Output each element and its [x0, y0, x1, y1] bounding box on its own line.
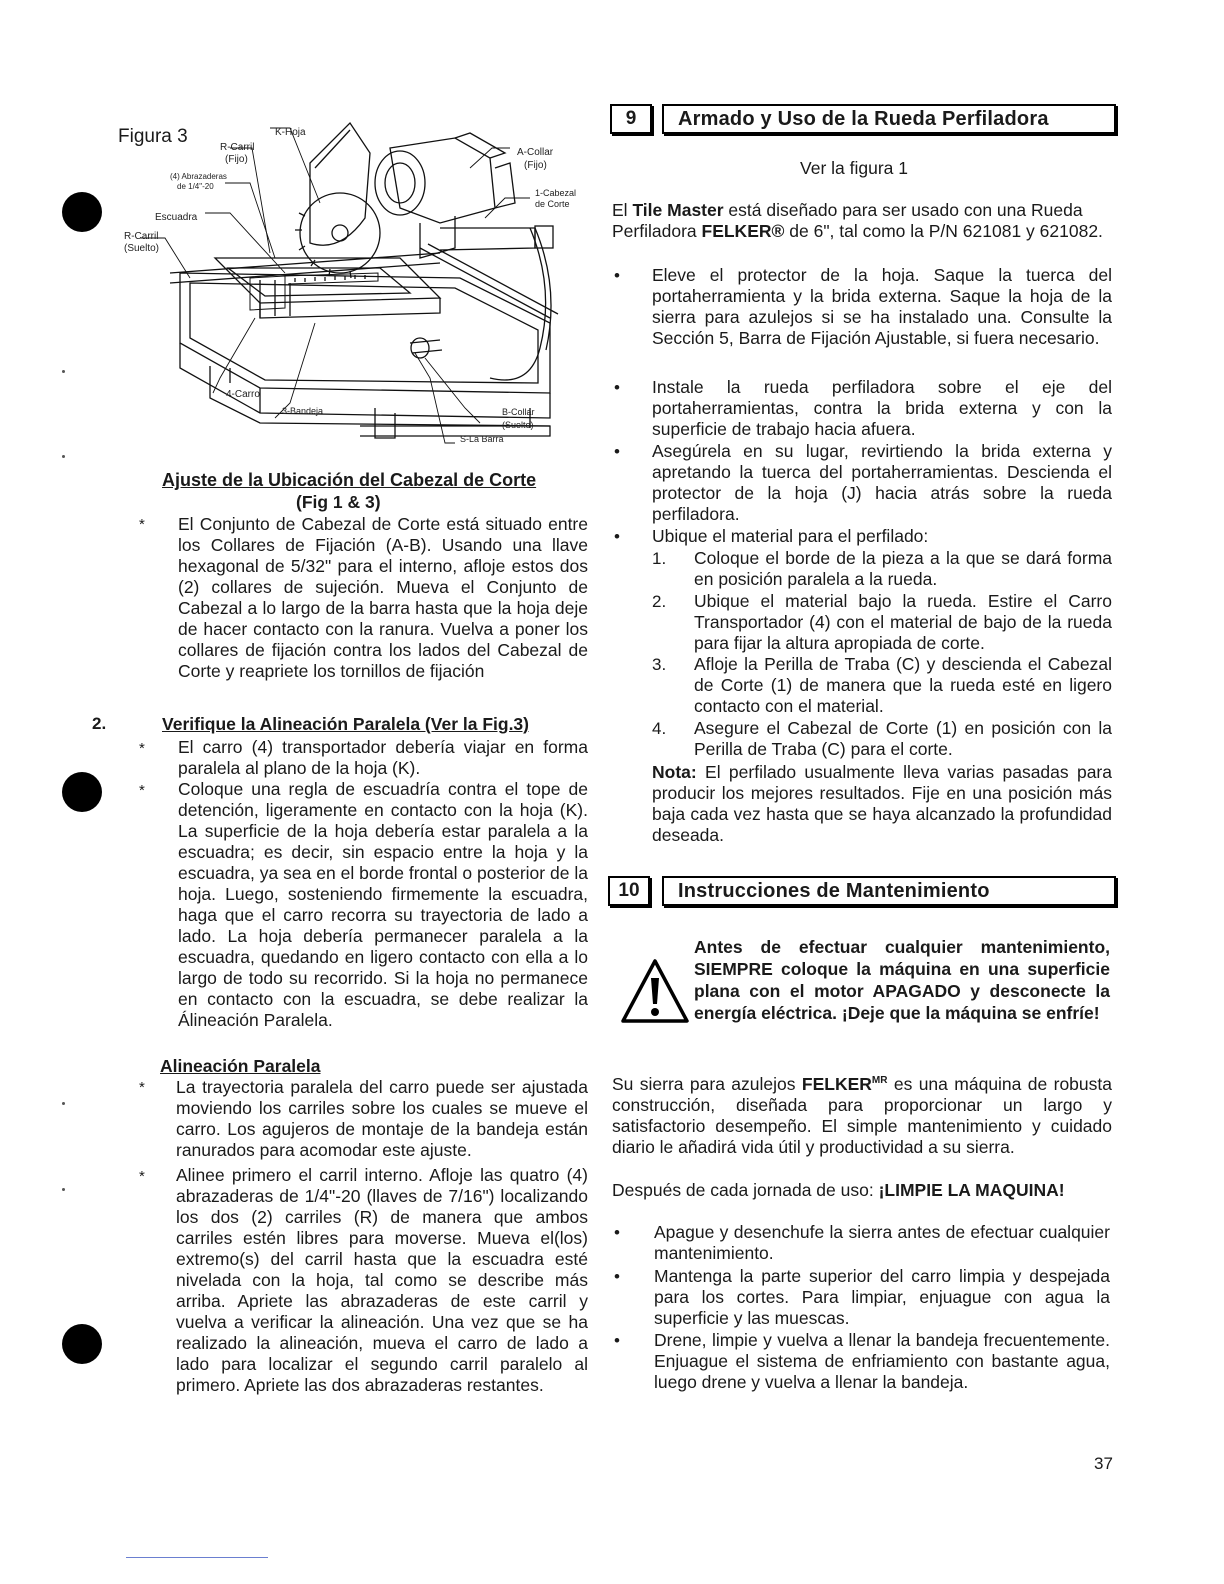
step-number: 3. [652, 655, 667, 674]
bullet-dot: • [614, 1223, 620, 1242]
section-9-number: 9 [610, 104, 652, 134]
heading-fig-ref: (Fig 1 & 3) [296, 492, 381, 512]
section-10-paragraph-2 [612, 1180, 1112, 1201]
bullet-dot: • [614, 442, 620, 461]
product-name: Tile Master [632, 200, 724, 220]
section-9-note [652, 762, 1112, 846]
paragraph-cutting-head: El Conjunto de Cabezal de Corte está situado entre los Collares de Fijación (A-B). Usando una llave hexagonal de 5/32" para el interno, afloje estos dos (2) collares de sujeción. Mueva el Conjunto de Cabezal a lo largo de la barra hasta que la hoja deje de hacer contacto con la ranura. Vuelva a poner los collares de fijación contra los lados del Cabezal de Corte y reapriete los tornillos de fijación [178, 514, 588, 681]
section-9-title: Armado y Uso de la Rueda Perfiladora [662, 104, 1116, 134]
bullet-star: * [139, 782, 145, 799]
bullet-dot: • [614, 266, 620, 285]
step-text: Afloje la Perilla de Traba (C) y descienda el Cabezal de Corte (1) de manera que la rueda esté en ligero contacto con el material. [694, 654, 1112, 716]
p-text: Después de cada jornada de uso: [612, 1180, 879, 1200]
punch-hole-middle [62, 772, 102, 812]
intro-text: El [612, 200, 633, 220]
bullet-star: * [139, 740, 145, 757]
label-abrazaderas-size: de 1/4"-20 [177, 182, 214, 191]
section-9-bullet-2: Instale la rueda perfiladora sobre el eje del portaherramientas, contra la brida externa y con la superficie de trabajo hacia afuera. [652, 377, 1112, 439]
bullet-star: * [139, 1079, 145, 1096]
section-10-title: Instrucciones de Mantenimiento [662, 876, 1116, 906]
section-9-bullet-4: Ubique el material para el perfilado: [652, 526, 929, 546]
clean-machine-callout: ¡LIMPIE LA MAQUINA! [878, 1180, 1065, 1200]
tile-saw-illustration [110, 108, 577, 468]
label-r-suelto: (Suelto) [124, 243, 160, 254]
label-r-carril-suelto: R-Carril [124, 231, 159, 242]
maintenance-warning: Antes de efectuar cualquier mantenimiento, SIEMPRE coloque la máquina en una superficie plana con el motor APAGADO y desconecte la energía eléctrica. ¡Deje que la máquina se enfríe! [694, 937, 1110, 1023]
label-cabezal: 1-Cabezal [535, 188, 577, 198]
scan-speck [62, 1188, 65, 1191]
bullet-star: * [139, 1168, 145, 1185]
scan-speck [62, 455, 65, 458]
warning-triangle-icon [620, 958, 690, 1024]
figure-3 [110, 108, 577, 468]
scan-speck [62, 1102, 65, 1105]
bullet-star: * [139, 516, 145, 533]
section-9-bullet-1: Eleve el protector de la hoja. Saque la tuerca del portaherramienta y la brida externa. Saque la hoja de la sierra para azulejos si se ha instalado una. Consulte la Sección 5, Barra de Fijación Ajustable, si fuera necesario. [652, 265, 1112, 348]
label-a-fijo: (Fijo) [524, 160, 547, 171]
brand-name: FELKER [801, 1073, 872, 1094]
maintenance-bullet-1: Apague y desenchufe la sierra antes de efectuar cualquier mantenimiento. [654, 1222, 1110, 1263]
heading-parallel-alignment: Alineación Paralela [160, 1056, 321, 1076]
note-text: El perfilado usualmente lleva varias pasadas para producir los mejores resultados. Fije en una posición más baja cada vez hasta que se haya alcanzado la profundidad deseada. [652, 762, 1112, 845]
p-text: Su sierra para azulejos [612, 1073, 802, 1094]
paragraph-align-rail: Alinee primero el carril interno. Afloje las quatro (4) abrazaderas de 1/4"-20 (llaves de 7/16") localizando los dos (2) carriles (R) de manera que ambos carriles estén libres para moverse. Mueva el(los) extremo(s) del carril hasta que la escuadra esté nivelada con la hoja, tal como se describe más arriba. Apriete las abrazaderas de este carril y vuelva a verificar la alineación. Una vez que se ha realizado la alineación, mueva el carro de lado a lado para localizar el segundo carril paralelo al primero. Apriete las dos abrazaderas restantes. [176, 1165, 588, 1395]
label-de-corte: de Corte [535, 199, 570, 209]
intro-text: está diseñado para ser usado con una Rueda Perfiladora [612, 200, 1083, 241]
maintenance-bullet-2: Mantenga la parte superior del carro limpia y despejada para los cortes. Para limpiar, enjuague con agua la superficie y las muescas. [654, 1266, 1110, 1328]
bullet-dot: • [614, 378, 620, 397]
intro-text: de 6", tal como la P/N 621081 y 621082. [784, 221, 1103, 241]
section-10-paragraph-1 [612, 1070, 1112, 1158]
heading-check-parallel: Verifique la Alineación Paralela (Ver la Fig.3) [162, 714, 529, 734]
label-b-collar: B-Collar [502, 407, 535, 417]
step-text: Asegure el Cabezal de Corte (1) en posición con la Perilla de Traba (C) para el corte. [694, 718, 1112, 759]
label-abrazaderas: (4) Abrazaderas [170, 172, 227, 181]
footnote-rule [126, 1557, 268, 1558]
maintenance-bullet-3: Drene, limpie y vuelva a llenar la bandeja frecuentemente. Enjuague el sistema de enfriamiento con bastante agua, luego drene y vuelva a llenar la bandeja. [654, 1330, 1110, 1392]
punch-hole-bottom [62, 1324, 102, 1364]
see-figure-1: Ver la figura 1 [800, 158, 908, 178]
step-number: 4. [652, 719, 667, 738]
p-text: es una máquina de robusta construcción, diseñada para proporcionar un largo y satisfactorio desempeño. El simple mantenimiento y cuidado diario le añadirá vida útil y productividad a su sierra. [612, 1073, 1112, 1157]
punch-hole-top [62, 192, 102, 232]
section-10-number: 10 [608, 876, 650, 906]
heading-cutting-head-adjustment: Ajuste de la Ubicación del Cabezal de Corte [162, 470, 537, 490]
bullet-dot: • [614, 1331, 620, 1350]
label-b-suelto: (Suelto) [502, 420, 534, 430]
section-9-intro [612, 200, 1112, 242]
scan-speck [62, 370, 65, 373]
label-r-fijo: (Fijo) [225, 154, 248, 165]
page-number: 37 [1094, 1454, 1113, 1473]
label-escuadra: Escuadra [155, 212, 198, 223]
brand-name: FELKER® [701, 221, 785, 241]
step-text: Ubique el material bajo la rueda. Estire el Carro Transportador (4) con el material de bajo de la rueda para fijar la altura apropiada de corte. [694, 591, 1112, 653]
bullet-dot: • [614, 1267, 620, 1286]
paragraph-square-check: Coloque una regla de escuadría contra el tope de detención, ligeramente en contacto con la hoja (K). La superficie de la hoja debería estar paralela a la escuadra; es decir, sin espacio entre la hoja y la escuadra, ya sea en el borde frontal o posterior de la hoja. Luego, sosteniendo firmemente la escuadra, haga que el carro recorra su trayectoria de lado a lado. La hoja debería permanecer paralela a la escuadra, quedando en ligero contacto con ella a lo largo de todo su recorrido. Si la hoja no permanece en contacto con la escuadra, se debe realizar la Álineación Paralela. [178, 779, 588, 1030]
label-la-barra: S-La Barra [460, 434, 504, 444]
figure-title: Figura 3 [118, 126, 188, 147]
label-k-hoja: K-Hoja [275, 127, 306, 138]
brand-mark: MR [871, 1075, 888, 1086]
label-a-collar: A-Collar [517, 147, 554, 158]
paragraph-parallel-trajectory: La trayectoria paralela del carro puede ser ajustada moviendo los carriles sobre los cuales se mueve el carro. Los agujeros de montaje de la bandeja están ranurados para acomodar este ajuste. [176, 1077, 588, 1160]
note-label: Nota: [652, 762, 697, 782]
bullet-dot: • [614, 527, 620, 546]
label-r-carril: R-Carril [220, 142, 255, 153]
item-number-2: 2. [92, 714, 107, 733]
label-bandeja: 3-Bandeja [282, 406, 324, 416]
section-9-bullet-3: Asegúrela en su lugar, revirtiendo la brida externa y apretando la tuerca del portaherramientas. Descienda el protector de la hoja (J) hacia atrás sobre la rueda perfiladora. [652, 441, 1112, 524]
step-number: 2. [652, 592, 667, 611]
label-carro: 4-Carro [226, 389, 260, 400]
step-number: 1. [652, 549, 667, 568]
paragraph-carriage-parallel: El carro (4) transportador debería viajar en forma paralela al plano de la hoja (K). [178, 737, 588, 778]
step-text: Coloque el borde de la pieza a la que se dará forma en posición paralela a la rueda. [694, 548, 1112, 589]
